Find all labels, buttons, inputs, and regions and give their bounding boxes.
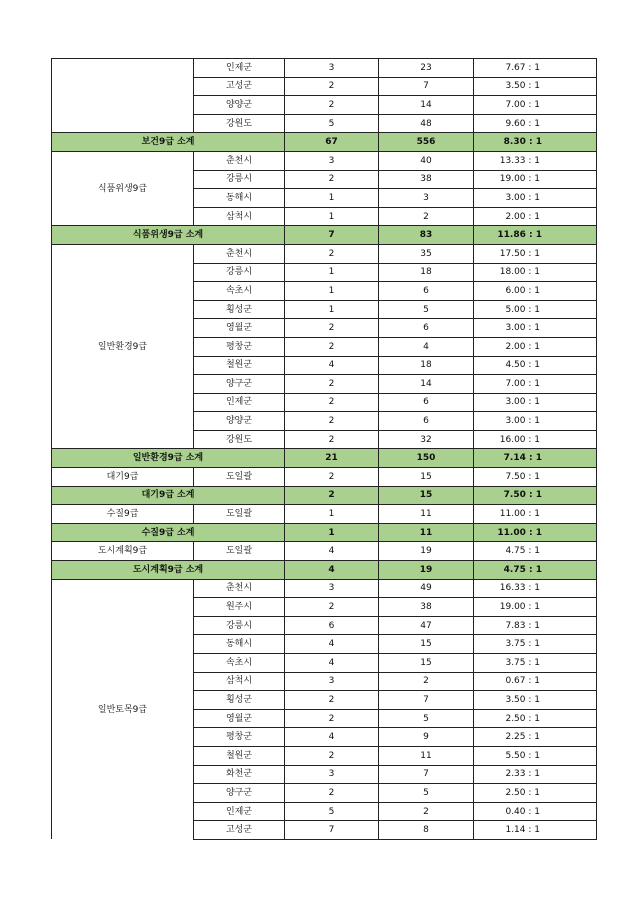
region-cell: 고성군 [194, 77, 285, 96]
subtotal-row [52, 486, 597, 505]
positions-cell: 2 [285, 784, 379, 803]
applicants-cell: 15 [379, 635, 474, 654]
competition-rate-table [51, 58, 597, 840]
region-cell: 철원군 [194, 746, 285, 765]
region-cell: 동해시 [194, 635, 285, 654]
positions-cell: 1 [285, 189, 379, 208]
applicants-cell: 11 [379, 746, 474, 765]
applicants-cell: 38 [379, 170, 474, 189]
region-cell: 횡성군 [194, 691, 285, 710]
ratio-cell: 7.00 : 1 [474, 96, 597, 115]
region-cell: 화천군 [194, 765, 285, 784]
region-cell: 삼척시 [194, 672, 285, 691]
region-cell: 영월군 [194, 709, 285, 728]
positions-cell: 4 [285, 356, 379, 375]
ratio-cell: 16.00 : 1 [474, 430, 597, 449]
positions-cell: 2 [285, 393, 379, 412]
ratio-cell: 16.33 : 1 [474, 579, 597, 598]
positions-cell: 3 [285, 151, 379, 170]
positions-cell: 1 [285, 282, 379, 301]
region-cell: 도일괄 [194, 468, 285, 487]
table-row [52, 59, 597, 78]
positions-cell: 1 [285, 505, 379, 524]
positions-cell: 2 [285, 691, 379, 710]
competition-rate-sheet [51, 58, 596, 840]
region-cell: 춘천시 [194, 151, 285, 170]
subtotal-ratio: 8.30 : 1 [474, 133, 597, 152]
positions-cell: 2 [285, 709, 379, 728]
region-cell: 속초시 [194, 282, 285, 301]
subtotal-positions: 67 [285, 133, 379, 152]
applicants-cell: 35 [379, 244, 474, 263]
positions-cell: 7 [285, 821, 379, 840]
applicants-cell: 5 [379, 784, 474, 803]
region-cell: 동해시 [194, 189, 285, 208]
positions-cell: 3 [285, 579, 379, 598]
subtotal-label: 대기9급 소계 [52, 486, 285, 505]
applicants-cell: 8 [379, 821, 474, 840]
subtotal-ratio: 7.14 : 1 [474, 449, 597, 468]
positions-cell: 2 [285, 337, 379, 356]
applicants-cell: 14 [379, 96, 474, 115]
applicants-cell: 2 [379, 672, 474, 691]
positions-cell: 2 [285, 412, 379, 431]
ratio-cell: 2.25 : 1 [474, 728, 597, 747]
subtotal-ratio: 11.86 : 1 [474, 226, 597, 245]
applicants-cell: 32 [379, 430, 474, 449]
positions-cell: 2 [285, 170, 379, 189]
positions-cell: 1 [285, 207, 379, 226]
applicants-cell: 14 [379, 375, 474, 394]
ratio-cell: 18.00 : 1 [474, 263, 597, 282]
subtotal-row [52, 226, 597, 245]
region-cell: 인제군 [194, 393, 285, 412]
region-cell: 평창군 [194, 337, 285, 356]
applicants-cell: 23 [379, 59, 474, 78]
applicants-cell: 15 [379, 654, 474, 673]
positions-cell: 3 [285, 59, 379, 78]
subtotal-applicants: 150 [379, 449, 474, 468]
applicants-cell: 19 [379, 542, 474, 561]
region-cell: 횡성군 [194, 300, 285, 319]
region-cell: 영월군 [194, 319, 285, 338]
ratio-cell: 13.33 : 1 [474, 151, 597, 170]
applicants-cell: 15 [379, 468, 474, 487]
region-cell: 춘천시 [194, 579, 285, 598]
ratio-cell: 5.00 : 1 [474, 300, 597, 319]
applicants-cell: 6 [379, 393, 474, 412]
region-cell: 양구군 [194, 375, 285, 394]
region-cell: 평창군 [194, 728, 285, 747]
positions-cell: 2 [285, 598, 379, 617]
category-cell: 도시계획9급 [52, 542, 194, 561]
positions-cell: 4 [285, 542, 379, 561]
subtotal-row [52, 449, 597, 468]
region-cell: 원주시 [194, 598, 285, 617]
ratio-cell: 6.00 : 1 [474, 282, 597, 301]
subtotal-label: 보건9급 소계 [52, 133, 285, 152]
subtotal-positions: 1 [285, 523, 379, 542]
applicants-cell: 47 [379, 616, 474, 635]
applicants-cell: 2 [379, 802, 474, 821]
applicants-cell: 7 [379, 765, 474, 784]
positions-cell: 5 [285, 114, 379, 133]
ratio-cell: 2.50 : 1 [474, 709, 597, 728]
ratio-cell: 19.00 : 1 [474, 170, 597, 189]
positions-cell: 6 [285, 616, 379, 635]
ratio-cell: 5.50 : 1 [474, 746, 597, 765]
ratio-cell: 2.00 : 1 [474, 337, 597, 356]
table-row [52, 151, 597, 170]
subtotal-applicants: 19 [379, 561, 474, 580]
table-row [52, 468, 597, 487]
positions-cell: 2 [285, 375, 379, 394]
region-cell: 고성군 [194, 821, 285, 840]
ratio-cell: 3.75 : 1 [474, 654, 597, 673]
subtotal-row [52, 523, 597, 542]
subtotal-label: 식품위생9급 소계 [52, 226, 285, 245]
positions-cell: 2 [285, 468, 379, 487]
positions-cell: 2 [285, 96, 379, 115]
applicants-cell: 2 [379, 207, 474, 226]
ratio-cell: 3.00 : 1 [474, 412, 597, 431]
region-cell: 춘천시 [194, 244, 285, 263]
table-body [52, 59, 597, 840]
applicants-cell: 7 [379, 691, 474, 710]
applicants-cell: 6 [379, 319, 474, 338]
category-cell: 대기9급 [52, 468, 194, 487]
ratio-cell: 3.00 : 1 [474, 319, 597, 338]
applicants-cell: 4 [379, 337, 474, 356]
table-row [52, 579, 597, 598]
subtotal-applicants: 83 [379, 226, 474, 245]
positions-cell: 2 [285, 746, 379, 765]
subtotal-row [52, 561, 597, 580]
applicants-cell: 11 [379, 505, 474, 524]
subtotal-applicants: 15 [379, 486, 474, 505]
region-cell: 삼척시 [194, 207, 285, 226]
positions-cell: 4 [285, 654, 379, 673]
applicants-cell: 40 [379, 151, 474, 170]
region-cell: 철원군 [194, 356, 285, 375]
region-cell: 인제군 [194, 59, 285, 78]
applicants-cell: 18 [379, 356, 474, 375]
ratio-cell: 3.50 : 1 [474, 691, 597, 710]
region-cell: 양구군 [194, 784, 285, 803]
ratio-cell: 7.50 : 1 [474, 468, 597, 487]
subtotal-ratio: 11.00 : 1 [474, 523, 597, 542]
category-cell [52, 59, 194, 133]
subtotal-positions: 2 [285, 486, 379, 505]
ratio-cell: 0.67 : 1 [474, 672, 597, 691]
ratio-cell: 2.33 : 1 [474, 765, 597, 784]
ratio-cell: 9.60 : 1 [474, 114, 597, 133]
positions-cell: 5 [285, 802, 379, 821]
ratio-cell: 7.00 : 1 [474, 375, 597, 394]
positions-cell: 3 [285, 672, 379, 691]
applicants-cell: 6 [379, 412, 474, 431]
subtotal-positions: 21 [285, 449, 379, 468]
applicants-cell: 7 [379, 77, 474, 96]
ratio-cell: 7.67 : 1 [474, 59, 597, 78]
table-row [52, 505, 597, 524]
positions-cell: 2 [285, 430, 379, 449]
ratio-cell: 3.00 : 1 [474, 393, 597, 412]
subtotal-ratio: 7.50 : 1 [474, 486, 597, 505]
region-cell: 강원도 [194, 114, 285, 133]
ratio-cell: 3.50 : 1 [474, 77, 597, 96]
ratio-cell: 7.83 : 1 [474, 616, 597, 635]
ratio-cell: 0.40 : 1 [474, 802, 597, 821]
subtotal-positions: 4 [285, 561, 379, 580]
ratio-cell: 2.00 : 1 [474, 207, 597, 226]
subtotal-positions: 7 [285, 226, 379, 245]
positions-cell: 4 [285, 728, 379, 747]
ratio-cell: 2.50 : 1 [474, 784, 597, 803]
category-cell: 수질9급 [52, 505, 194, 524]
ratio-cell: 19.00 : 1 [474, 598, 597, 617]
ratio-cell: 4.75 : 1 [474, 542, 597, 561]
positions-cell: 2 [285, 244, 379, 263]
table-row [52, 244, 597, 263]
positions-cell: 4 [285, 635, 379, 654]
category-cell: 일반환경9급 [52, 244, 194, 449]
region-cell: 강원도 [194, 430, 285, 449]
region-cell: 강릉시 [194, 616, 285, 635]
applicants-cell: 48 [379, 114, 474, 133]
subtotal-ratio: 4.75 : 1 [474, 561, 597, 580]
applicants-cell: 6 [379, 282, 474, 301]
positions-cell: 3 [285, 765, 379, 784]
positions-cell: 1 [285, 300, 379, 319]
applicants-cell: 5 [379, 709, 474, 728]
region-cell: 도일괄 [194, 505, 285, 524]
region-cell: 인제군 [194, 802, 285, 821]
table-row [52, 542, 597, 561]
subtotal-applicants: 556 [379, 133, 474, 152]
positions-cell: 1 [285, 263, 379, 282]
ratio-cell: 4.50 : 1 [474, 356, 597, 375]
applicants-cell: 3 [379, 189, 474, 208]
category-cell: 식품위생9급 [52, 151, 194, 225]
region-cell: 양양군 [194, 412, 285, 431]
region-cell: 양양군 [194, 96, 285, 115]
subtotal-label: 도시계획9급 소계 [52, 561, 285, 580]
positions-cell: 2 [285, 319, 379, 338]
subtotal-label: 수질9급 소계 [52, 523, 285, 542]
region-cell: 강릉시 [194, 263, 285, 282]
subtotal-row [52, 133, 597, 152]
subtotal-label: 일반환경9급 소계 [52, 449, 285, 468]
positions-cell: 2 [285, 77, 379, 96]
applicants-cell: 9 [379, 728, 474, 747]
applicants-cell: 38 [379, 598, 474, 617]
applicants-cell: 5 [379, 300, 474, 319]
ratio-cell: 11.00 : 1 [474, 505, 597, 524]
category-cell: 일반토목9급 [52, 579, 194, 839]
subtotal-applicants: 11 [379, 523, 474, 542]
applicants-cell: 18 [379, 263, 474, 282]
applicants-cell: 49 [379, 579, 474, 598]
region-cell: 도일괄 [194, 542, 285, 561]
ratio-cell: 17.50 : 1 [474, 244, 597, 263]
ratio-cell: 3.00 : 1 [474, 189, 597, 208]
ratio-cell: 3.75 : 1 [474, 635, 597, 654]
region-cell: 강릉시 [194, 170, 285, 189]
ratio-cell: 1.14 : 1 [474, 821, 597, 840]
region-cell: 속초시 [194, 654, 285, 673]
